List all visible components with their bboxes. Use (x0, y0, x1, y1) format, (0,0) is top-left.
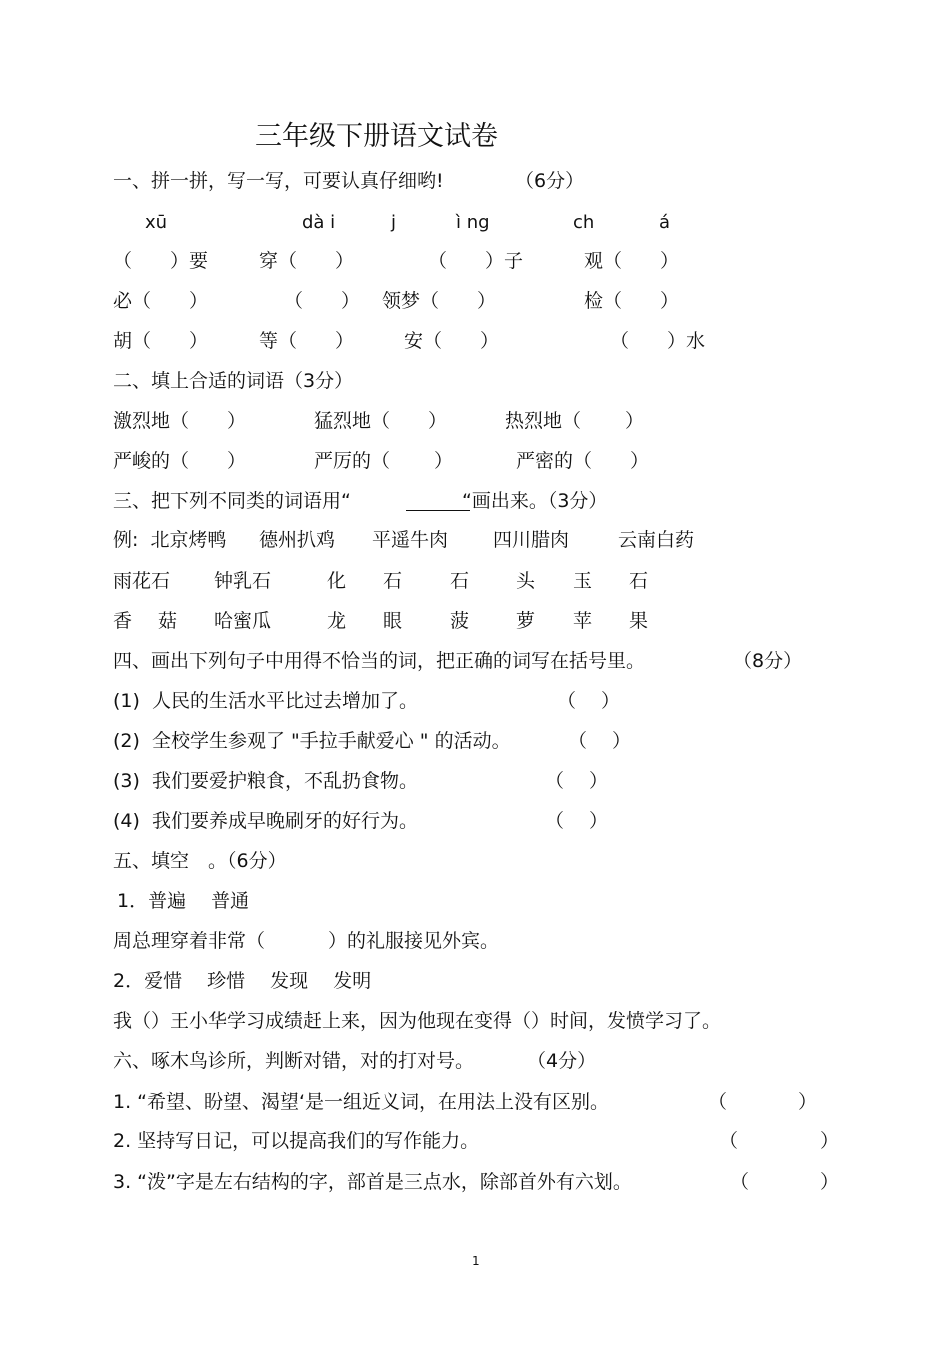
s6-item1-close: ） (798, 1091, 818, 1113)
s2-row2-item2: 严厉的（ ） (314, 450, 454, 472)
s1-row1-item2: 穿（ ） (259, 250, 355, 272)
s6-item3-text: 3. “泼”字是左右结构的字，部首是三点水，除部首外有六划。 (113, 1171, 632, 1193)
pinyin-dai: dà i (302, 212, 336, 233)
s3-row1-1: 雨花石 (113, 570, 171, 592)
section1-score: （6分） (515, 170, 585, 192)
s3-example-4: 四川腊肉 (493, 529, 570, 551)
s1-row2-item3: 领梦（ ） (382, 290, 497, 312)
s1-row1-item4: 观（ ） (584, 250, 680, 272)
s4-item4-paren: （ ） (545, 810, 609, 832)
section5-heading: 五、填空 。（6分） (113, 850, 287, 872)
s1-row2-item1: 必（ ） (113, 290, 209, 312)
s6-item2-text: 2. 坚持写日记，可以提高我们的写作能力。 (113, 1130, 480, 1152)
s1-row3-item1: 胡（ ） (113, 330, 209, 352)
s3-row2-6: 菠 (450, 610, 470, 632)
section6-score: （4分） (527, 1050, 597, 1072)
s6-item2-open: （ (719, 1130, 739, 1152)
pinyin-ing: ì ng (456, 212, 490, 233)
s1-row2-item2: （ ） (284, 290, 361, 312)
s3-row2-4: 龙 (327, 610, 347, 632)
s6-item1-text: 1. “希望、盼望、渴望‘是一组近义词，在用法上没有区别。 (113, 1091, 610, 1113)
s6-item3-open: （ (730, 1171, 750, 1193)
s6-item1-open: （ (708, 1091, 728, 1113)
section3-heading-end: “画出来。（3分） (462, 490, 608, 512)
pinyin-a: á (659, 212, 671, 233)
s3-row1-4: 石 (383, 570, 403, 592)
s1-row3-item4: （ ）水 (610, 330, 706, 352)
s4-item3-text: (3) 我们要爱护粮食，不乱扔食物。 (113, 770, 418, 792)
s3-row1-6: 头 (516, 570, 536, 592)
pinyin-j: j (391, 212, 397, 233)
s1-row3-item3: 安（ ） (404, 330, 500, 352)
s6-item3-close: ） (820, 1171, 840, 1193)
s2-row2-item3: 严密的（ ） (516, 450, 650, 472)
s3-row1-2: 钟乳石 (214, 570, 272, 592)
s3-example-3: 平遥牛肉 (372, 529, 449, 551)
s2-row1-item2: 猛烈地（ ） (314, 410, 448, 432)
s3-row2-5: 眼 (383, 610, 403, 632)
s3-row2-2: 菇 (158, 610, 178, 632)
s4-item2-paren: （ ） (568, 730, 632, 752)
s2-row2-item1: 严峻的（ ） (113, 450, 247, 472)
s3-row2-8: 苹 (573, 610, 593, 632)
s3-example-1: 例: 北京烤鸭 (113, 529, 227, 551)
section2-heading: 二、填上合适的词语（3分） (113, 370, 354, 392)
underline-sample (406, 510, 470, 511)
section3-heading-start: 三、把下列不同类的词语用“ (113, 490, 351, 512)
s5-q1-sentence: 周总理穿着非常（ ）的礼服接见外宾。 (113, 930, 500, 952)
s3-row2-7: 萝 (516, 610, 536, 632)
page-title: 三年级下册语文试卷 (255, 121, 498, 152)
s4-item4-text: (4) 我们要养成早晚刷牙的好行为。 (113, 810, 418, 832)
section4-heading: 四、画出下列句子中用得不恰当的词，把正确的词写在括号里。 (113, 650, 646, 672)
s3-row2-1: 香 (113, 610, 133, 632)
s5-q2-sentence: 我（）王小华学习成绩赶上来，因为他现在变得（）时间，发愤学习了。 (113, 1010, 722, 1032)
pinyin-xu: xū (145, 212, 168, 233)
s1-row1-item3: （ ）子 (428, 250, 524, 272)
s3-row1-5: 石 (450, 570, 470, 592)
s2-row1-item1: 激烈地（ ） (113, 410, 247, 432)
s3-row2-9: 果 (629, 610, 649, 632)
s3-row1-3: 化 (327, 570, 347, 592)
section4-score: （8分） (733, 650, 803, 672)
s5-q2-words: 2．爱惜 珍惜 发现 发明 (113, 970, 372, 992)
s1-row3-item2: 等（ ） (259, 330, 355, 352)
pinyin-ch: ch (573, 212, 595, 233)
s2-row1-item3: 热烈地（ ） (505, 410, 645, 432)
s3-example-2: 德州扒鸡 (259, 529, 336, 551)
s1-row2-item4: 检（ ） (584, 290, 680, 312)
section6-heading: 六、啄木鸟诊所，判断对错，对的打对号。 (113, 1050, 475, 1072)
page-number: 1 (472, 1254, 480, 1268)
s3-row2-3: 哈蜜瓜 (214, 610, 272, 632)
s3-row1-7: 玉 (573, 570, 593, 592)
s1-row1-item1: （ ）要 (113, 250, 209, 272)
s6-item2-close: ） (820, 1130, 840, 1152)
s5-q1-words: 1．普遍 普通 (117, 890, 250, 912)
s4-item1-text: (1) 人民的生活水平比过去增加了。 (113, 690, 418, 712)
s3-row1-8: 石 (629, 570, 649, 592)
s3-example-5: 云南白药 (618, 529, 695, 551)
s4-item2-text: (2) 全校学生参观了 "手拉手献爱心 " 的活动。 (113, 730, 511, 752)
s4-item1-paren: （ ） (557, 690, 621, 712)
s4-item3-paren: （ ） (545, 770, 609, 792)
section1-heading: 一、拼一拼，写一写，可要认真仔细哟! (113, 170, 444, 192)
